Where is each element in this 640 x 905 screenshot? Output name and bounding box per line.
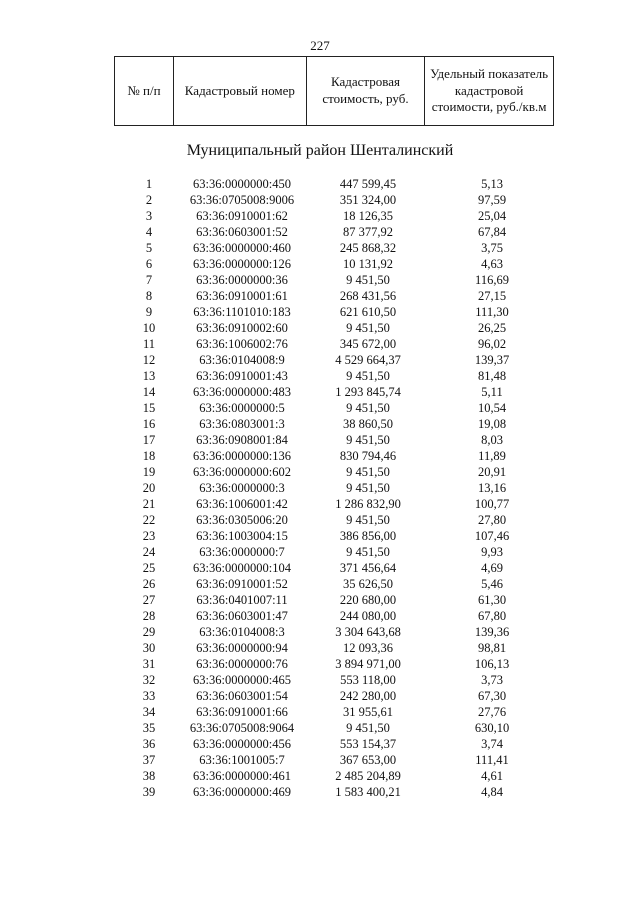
cadastral-cost: 2 485 204,89 bbox=[335, 769, 401, 783]
specific-indicator: 4,84 bbox=[481, 785, 503, 799]
table-row bbox=[0, 592, 640, 608]
cadastral-cost: 268 431,56 bbox=[339, 289, 397, 303]
specific-indicator: 5,46 bbox=[481, 577, 503, 591]
cadastral-number: 63:36:0104008:3 bbox=[199, 625, 285, 639]
cadastral-number: 63:36:0000000:36 bbox=[196, 273, 288, 287]
table-row bbox=[0, 192, 640, 208]
cadastral-number: 63:36:0000000:5 bbox=[199, 401, 285, 415]
specific-indicator: 106,13 bbox=[474, 657, 510, 671]
cadastral-cost: 9 451,50 bbox=[346, 721, 390, 735]
specific-indicator: 11,89 bbox=[478, 449, 506, 463]
cadastral-number: 63:36:0000000:104 bbox=[193, 561, 291, 575]
specific-indicator: 67,84 bbox=[477, 225, 507, 239]
row-number: 7 bbox=[145, 273, 153, 287]
specific-indicator: 111,41 bbox=[475, 753, 509, 767]
cadastral-number: 63:36:0910001:43 bbox=[196, 369, 288, 383]
header-specific-indicator: Удельный показатель кадастровой стоимости, руб./кв.м bbox=[425, 57, 554, 126]
specific-indicator: 116,69 bbox=[475, 273, 509, 287]
table-row bbox=[0, 480, 640, 496]
row-number: 31 bbox=[142, 657, 156, 671]
row-number: 39 bbox=[142, 785, 156, 799]
row-number: 2 bbox=[145, 193, 153, 207]
specific-indicator: 630,10 bbox=[474, 721, 510, 735]
cadastral-cost: 10 131,92 bbox=[343, 257, 393, 271]
cadastral-number: 63:36:0705008:9006 bbox=[189, 193, 295, 207]
table-row bbox=[0, 560, 640, 576]
row-number: 38 bbox=[142, 769, 156, 783]
specific-indicator: 8,03 bbox=[481, 433, 503, 447]
cadastral-cost: 553 154,37 bbox=[339, 737, 397, 751]
row-number: 32 bbox=[142, 673, 156, 687]
table-header bbox=[114, 56, 554, 126]
row-number: 25 bbox=[142, 561, 156, 575]
row-number: 23 bbox=[142, 529, 156, 543]
table-row bbox=[0, 384, 640, 400]
cadastral-cost: 1 286 832,90 bbox=[335, 497, 401, 511]
specific-indicator: 27,15 bbox=[477, 289, 507, 303]
cadastral-cost: 220 680,00 bbox=[339, 593, 397, 607]
cadastral-number: 63:36:0910001:61 bbox=[196, 289, 288, 303]
table-row bbox=[0, 720, 640, 736]
cadastral-cost: 9 451,50 bbox=[346, 369, 390, 383]
cadastral-number: 63:36:0000000:456 bbox=[193, 737, 291, 751]
cadastral-cost: 244 080,00 bbox=[339, 609, 397, 623]
row-number: 11 bbox=[142, 337, 156, 351]
specific-indicator: 10,54 bbox=[477, 401, 507, 415]
cadastral-number: 63:36:0603001:47 bbox=[196, 609, 288, 623]
cadastral-cost: 9 451,50 bbox=[346, 401, 390, 415]
cadastral-cost: 35 626,50 bbox=[343, 577, 393, 591]
table-row bbox=[0, 784, 640, 800]
row-number: 37 bbox=[142, 753, 156, 767]
row-number: 12 bbox=[142, 353, 156, 367]
specific-indicator: 100,77 bbox=[474, 497, 510, 511]
row-number: 29 bbox=[142, 625, 156, 639]
specific-indicator: 81,48 bbox=[477, 369, 507, 383]
table-row bbox=[0, 432, 640, 448]
table-row bbox=[0, 448, 640, 464]
specific-indicator: 25,04 bbox=[477, 209, 507, 223]
table-row bbox=[0, 304, 640, 320]
table-row bbox=[0, 464, 640, 480]
cadastral-number: 63:36:0000000:94 bbox=[196, 641, 288, 655]
cadastral-cost: 371 456,64 bbox=[339, 561, 397, 575]
cadastral-cost: 830 794,46 bbox=[339, 449, 397, 463]
row-number: 13 bbox=[142, 369, 156, 383]
row-number: 10 bbox=[142, 321, 156, 335]
specific-indicator: 61,30 bbox=[477, 593, 507, 607]
cadastral-number: 63:36:1006001:42 bbox=[196, 497, 288, 511]
cadastral-number: 63:36:0603001:52 bbox=[196, 225, 288, 239]
row-number: 9 bbox=[145, 305, 153, 319]
cadastral-cost: 9 451,50 bbox=[346, 273, 390, 287]
specific-indicator: 13,16 bbox=[477, 481, 507, 495]
specific-indicator: 139,37 bbox=[474, 353, 510, 367]
table-row bbox=[0, 336, 640, 352]
cadastral-number: 63:36:1101010:183 bbox=[193, 305, 291, 319]
row-number: 20 bbox=[142, 481, 156, 495]
cadastral-number: 63:36:0000000:460 bbox=[193, 241, 291, 255]
table-row bbox=[0, 752, 640, 768]
table-row bbox=[0, 416, 640, 432]
cadastral-cost: 386 856,00 bbox=[339, 529, 397, 543]
row-number: 36 bbox=[142, 737, 156, 751]
cadastral-cost: 1 293 845,74 bbox=[335, 385, 401, 399]
cadastral-number: 63:36:0000000:465 bbox=[193, 673, 291, 687]
table-row bbox=[0, 272, 640, 288]
table-row bbox=[0, 576, 640, 592]
table-row bbox=[0, 400, 640, 416]
row-number: 3 bbox=[145, 209, 153, 223]
cadastral-number: 63:36:0000000:450 bbox=[193, 177, 291, 191]
table-row bbox=[0, 624, 640, 640]
specific-indicator: 139,36 bbox=[474, 625, 510, 639]
cadastral-cost: 447 599,45 bbox=[339, 177, 397, 191]
specific-indicator: 111,30 bbox=[475, 305, 509, 319]
specific-indicator: 4,69 bbox=[481, 561, 503, 575]
header-num: № п/п bbox=[115, 57, 174, 126]
table-row bbox=[0, 528, 640, 544]
row-number: 19 bbox=[142, 465, 156, 479]
cadastral-cost: 18 126,35 bbox=[343, 209, 393, 223]
specific-indicator: 26,25 bbox=[477, 321, 507, 335]
row-number: 28 bbox=[142, 609, 156, 623]
cadastral-cost: 31 955,61 bbox=[343, 705, 393, 719]
header-cadastral-number: Кадастровый номер bbox=[173, 57, 306, 126]
row-number: 18 bbox=[142, 449, 156, 463]
cadastral-number: 63:36:0000000:3 bbox=[199, 481, 285, 495]
row-number: 34 bbox=[142, 705, 156, 719]
cadastral-number: 63:36:0000000:602 bbox=[193, 465, 291, 479]
specific-indicator: 5,13 bbox=[481, 177, 503, 191]
cadastral-cost: 12 093,36 bbox=[343, 641, 393, 655]
cadastral-cost: 9 451,50 bbox=[346, 465, 390, 479]
cadastral-number: 63:36:0000000:136 bbox=[193, 449, 291, 463]
specific-indicator: 3,73 bbox=[481, 673, 503, 687]
table-row bbox=[0, 320, 640, 336]
cadastral-number: 63:36:0603001:54 bbox=[196, 689, 288, 703]
table-body bbox=[0, 176, 640, 800]
cadastral-number: 63:36:0000000:7 bbox=[199, 545, 285, 559]
cadastral-number: 63:36:0000000:469 bbox=[193, 785, 291, 799]
cadastral-number: 63:36:0803001:3 bbox=[199, 417, 285, 431]
table-row bbox=[0, 240, 640, 256]
cadastral-cost: 87 377,92 bbox=[343, 225, 393, 239]
cadastral-number: 63:36:0910001:66 bbox=[196, 705, 288, 719]
table-row bbox=[0, 368, 640, 384]
specific-indicator: 3,74 bbox=[481, 737, 503, 751]
cadastral-cost: 9 451,50 bbox=[346, 321, 390, 335]
table-row bbox=[0, 608, 640, 624]
table-row bbox=[0, 288, 640, 304]
row-number: 14 bbox=[142, 385, 156, 399]
cadastral-number: 63:36:0104008:9 bbox=[199, 353, 285, 367]
row-number: 27 bbox=[142, 593, 156, 607]
table-row bbox=[0, 544, 640, 560]
row-number: 8 bbox=[145, 289, 153, 303]
cadastral-cost: 3 894 971,00 bbox=[335, 657, 401, 671]
table-row bbox=[0, 656, 640, 672]
table-row bbox=[0, 352, 640, 368]
cadastral-number: 63:36:0908001:84 bbox=[196, 433, 288, 447]
cadastral-cost: 242 280,00 bbox=[339, 689, 397, 703]
cadastral-cost: 367 653,00 bbox=[339, 753, 397, 767]
table-row bbox=[0, 672, 640, 688]
table-row bbox=[0, 704, 640, 720]
specific-indicator: 3,75 bbox=[481, 241, 503, 255]
cadastral-number: 63:36:0705008:9064 bbox=[189, 721, 295, 735]
row-number: 22 bbox=[142, 513, 156, 527]
row-number: 33 bbox=[142, 689, 156, 703]
cadastral-number: 63:36:1001005:7 bbox=[199, 753, 285, 767]
table-row bbox=[0, 224, 640, 240]
row-number: 15 bbox=[142, 401, 156, 415]
table-row bbox=[0, 768, 640, 784]
specific-indicator: 27,80 bbox=[477, 513, 507, 527]
page-number: 227 bbox=[310, 38, 330, 53]
specific-indicator: 9,93 bbox=[481, 545, 503, 559]
row-number: 24 bbox=[142, 545, 156, 559]
table-row bbox=[0, 640, 640, 656]
cadastral-number: 63:36:0000000:483 bbox=[193, 385, 291, 399]
cadastral-cost: 621 610,50 bbox=[339, 305, 397, 319]
cadastral-number: 63:36:1003004:15 bbox=[196, 529, 288, 543]
specific-indicator: 107,46 bbox=[474, 529, 510, 543]
header-cadastral-cost: Кадастровая стоимость, руб. bbox=[306, 57, 424, 126]
cadastral-cost: 9 451,50 bbox=[346, 545, 390, 559]
cadastral-cost: 3 304 643,68 bbox=[335, 625, 401, 639]
cadastral-number: 63:36:0305006:20 bbox=[196, 513, 288, 527]
cadastral-cost: 4 529 664,37 bbox=[335, 353, 401, 367]
cadastral-number: 63:36:0000000:126 bbox=[193, 257, 291, 271]
row-number: 4 bbox=[145, 225, 153, 239]
cadastral-cost: 351 324,00 bbox=[339, 193, 397, 207]
specific-indicator: 98,81 bbox=[477, 641, 507, 655]
specific-indicator: 4,61 bbox=[481, 769, 503, 783]
row-number: 16 bbox=[142, 417, 156, 431]
specific-indicator: 96,02 bbox=[477, 337, 507, 351]
table-row bbox=[0, 208, 640, 224]
cadastral-number: 63:36:0910001:62 bbox=[196, 209, 288, 223]
specific-indicator: 67,80 bbox=[477, 609, 507, 623]
row-number: 5 bbox=[145, 241, 153, 255]
table-row bbox=[0, 176, 640, 192]
table-row bbox=[0, 496, 640, 512]
cadastral-cost: 553 118,00 bbox=[340, 673, 396, 687]
cadastral-cost: 245 868,32 bbox=[339, 241, 397, 255]
row-number: 17 bbox=[142, 433, 156, 447]
specific-indicator: 97,59 bbox=[477, 193, 507, 207]
specific-indicator: 4,63 bbox=[481, 257, 503, 271]
table-row bbox=[0, 736, 640, 752]
cadastral-number: 63:36:1006002:76 bbox=[196, 337, 288, 351]
cadastral-number: 63:36:0000000:461 bbox=[193, 769, 291, 783]
specific-indicator: 19,08 bbox=[477, 417, 507, 431]
cadastral-number: 63:36:0401007:11 bbox=[196, 593, 288, 607]
cadastral-cost: 9 451,50 bbox=[346, 481, 390, 495]
cadastral-number: 63:36:0910002:60 bbox=[196, 321, 288, 335]
cadastral-cost: 38 860,50 bbox=[343, 417, 393, 431]
cadastral-cost: 9 451,50 bbox=[346, 513, 390, 527]
specific-indicator: 20,91 bbox=[477, 465, 507, 479]
table-row bbox=[0, 688, 640, 704]
table-row bbox=[0, 512, 640, 528]
cadastral-cost: 345 672,00 bbox=[339, 337, 397, 351]
row-number: 6 bbox=[145, 257, 153, 271]
row-number: 35 bbox=[142, 721, 156, 735]
row-number: 21 bbox=[142, 497, 156, 511]
table-row bbox=[0, 256, 640, 272]
row-number: 1 bbox=[145, 177, 153, 191]
cadastral-cost: 1 583 400,21 bbox=[335, 785, 401, 799]
specific-indicator: 67,30 bbox=[477, 689, 507, 703]
specific-indicator: 27,76 bbox=[477, 705, 507, 719]
row-number: 30 bbox=[142, 641, 156, 655]
section-title: Муниципальный район Шенталинский bbox=[186, 142, 454, 159]
specific-indicator: 5,11 bbox=[481, 385, 503, 399]
cadastral-number: 63:36:0910001:52 bbox=[196, 577, 288, 591]
row-number: 26 bbox=[142, 577, 156, 591]
cadastral-number: 63:36:0000000:76 bbox=[196, 657, 288, 671]
cadastral-cost: 9 451,50 bbox=[346, 433, 390, 447]
